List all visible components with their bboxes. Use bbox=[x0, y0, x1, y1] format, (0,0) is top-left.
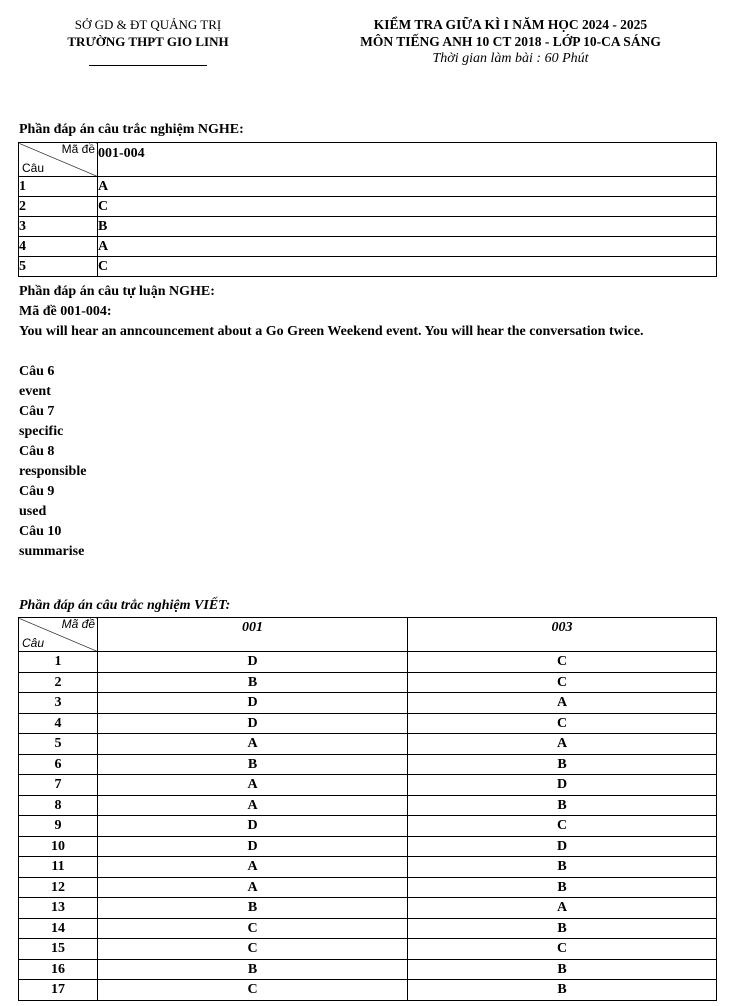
table-row bbox=[19, 939, 717, 960]
answer-cell: A bbox=[98, 237, 717, 257]
answer-cell: D bbox=[98, 693, 408, 714]
answer-cell: C bbox=[408, 652, 717, 673]
answer-cell: B bbox=[98, 672, 408, 693]
essay-answer: summarise bbox=[19, 544, 85, 559]
essay-answer: specific bbox=[19, 424, 64, 439]
essay-question: Câu 8 bbox=[19, 444, 55, 459]
essay-answer: responsible bbox=[19, 464, 87, 479]
question-number: 12 bbox=[19, 877, 98, 898]
essay-code-line: Mã đề 001-004: bbox=[19, 304, 112, 319]
answer-cell: B bbox=[98, 898, 408, 919]
essay-answer: event bbox=[19, 384, 51, 399]
table-row bbox=[19, 237, 717, 257]
listening-answer-table bbox=[18, 142, 717, 277]
essay-question: Câu 6 bbox=[19, 364, 55, 379]
answer-cell: A bbox=[408, 898, 717, 919]
essay-items bbox=[19, 362, 709, 562]
table-row bbox=[19, 217, 717, 237]
answer-cell: A bbox=[98, 795, 408, 816]
answer-cell: D bbox=[98, 713, 408, 734]
answer-cell: D bbox=[408, 775, 717, 796]
exam-code-003: 003 bbox=[408, 618, 717, 652]
answer-cell: D bbox=[98, 652, 408, 673]
answer-cell: C bbox=[98, 918, 408, 939]
question-number: 1 bbox=[19, 177, 98, 197]
answer-cell: C bbox=[98, 939, 408, 960]
answer-cell: C bbox=[408, 672, 717, 693]
table-row bbox=[19, 652, 717, 673]
question-number: 11 bbox=[19, 857, 98, 878]
question-number: 7 bbox=[19, 775, 98, 796]
question-number: 15 bbox=[19, 939, 98, 960]
writing-mc-title: Phần đáp án câu trắc nghiệm VIẾT: bbox=[19, 598, 231, 613]
code-label: Mã đề bbox=[61, 142, 95, 156]
answer-cell: B bbox=[408, 754, 717, 775]
table-row bbox=[19, 754, 717, 775]
exam-time: Thời gian làm bài : 60 Phút bbox=[432, 51, 589, 66]
answer-cell: A bbox=[98, 857, 408, 878]
table-row bbox=[19, 734, 717, 755]
answer-cell: A bbox=[408, 734, 717, 755]
table-row bbox=[19, 257, 717, 277]
table-row bbox=[19, 713, 717, 734]
question-number: 4 bbox=[19, 237, 98, 257]
question-number: 10 bbox=[19, 836, 98, 857]
table-row bbox=[19, 959, 717, 980]
essay-question: Câu 10 bbox=[19, 524, 62, 539]
table-row bbox=[19, 877, 717, 898]
table-row bbox=[19, 775, 717, 796]
header-right bbox=[318, 16, 703, 67]
question-number: 8 bbox=[19, 795, 98, 816]
answer-cell: B bbox=[408, 918, 717, 939]
header-left bbox=[38, 16, 258, 66]
question-number: 13 bbox=[19, 898, 98, 919]
table-row bbox=[19, 177, 717, 197]
question-number: 14 bbox=[19, 918, 98, 939]
answer-cell: C bbox=[98, 980, 408, 1001]
answer-cell: B bbox=[408, 877, 717, 898]
answer-cell: B bbox=[98, 217, 717, 237]
table-header-row bbox=[19, 143, 717, 177]
answer-cell: D bbox=[98, 836, 408, 857]
table-row bbox=[19, 795, 717, 816]
question-number: 1 bbox=[19, 652, 98, 673]
answer-cell: D bbox=[408, 836, 717, 857]
answer-cell: C bbox=[408, 816, 717, 837]
listening-essay-title: Phần đáp án câu tự luận NGHE: bbox=[19, 284, 215, 299]
question-number: 2 bbox=[19, 672, 98, 693]
answer-cell: B bbox=[98, 754, 408, 775]
answer-cell: A bbox=[98, 177, 717, 197]
essay-question: Câu 7 bbox=[19, 404, 55, 419]
listening-essay-section bbox=[19, 282, 709, 562]
diagonal-header-cell bbox=[19, 618, 98, 652]
exam-title: KIỂM TRA GIỮA KÌ I NĂM HỌC 2024 - 2025 bbox=[373, 17, 648, 32]
question-number: 6 bbox=[19, 754, 98, 775]
answer-cell: C bbox=[408, 713, 717, 734]
answer-cell: B bbox=[408, 795, 717, 816]
table-row bbox=[19, 918, 717, 939]
question-label: Câu bbox=[22, 161, 45, 175]
table-row bbox=[19, 898, 717, 919]
table-row bbox=[19, 197, 717, 217]
listening-mc-title: Phần đáp án câu trắc nghiệm NGHE: bbox=[19, 122, 244, 137]
essay-question: Câu 9 bbox=[19, 484, 55, 499]
exam-code: 001-004 bbox=[98, 143, 717, 177]
answer-cell: C bbox=[98, 257, 717, 277]
answer-cell: A bbox=[98, 775, 408, 796]
table-row bbox=[19, 672, 717, 693]
school-name: TRƯỜNG THPT GIO LINH bbox=[67, 34, 229, 49]
exam-code-001: 001 bbox=[98, 618, 408, 652]
table-row bbox=[19, 836, 717, 857]
answer-cell: C bbox=[98, 197, 717, 217]
answer-cell: B bbox=[408, 980, 717, 1001]
question-number: 17 bbox=[19, 980, 98, 1001]
answer-cell: A bbox=[98, 734, 408, 755]
department-name: SỞ GD & ĐT QUẢNG TRỊ bbox=[74, 17, 222, 32]
question-number: 9 bbox=[19, 816, 98, 837]
answer-cell: C bbox=[408, 939, 717, 960]
diagonal-header-cell bbox=[19, 143, 98, 177]
table-row bbox=[19, 816, 717, 837]
question-label: Câu bbox=[22, 636, 45, 650]
table-row bbox=[19, 693, 717, 714]
question-number: 5 bbox=[19, 734, 98, 755]
answer-cell: B bbox=[408, 959, 717, 980]
answer-cell: B bbox=[98, 959, 408, 980]
header-divider bbox=[89, 65, 207, 66]
table-header-row bbox=[19, 618, 717, 652]
question-number: 3 bbox=[19, 217, 98, 237]
question-number: 4 bbox=[19, 713, 98, 734]
question-number: 5 bbox=[19, 257, 98, 277]
answer-cell: B bbox=[408, 857, 717, 878]
table-row bbox=[19, 980, 717, 1001]
question-number: 16 bbox=[19, 959, 98, 980]
exam-subject: MÔN TIẾNG ANH 10 CT 2018 - LỚP 10-CA SÁNG bbox=[360, 34, 661, 49]
answer-cell: A bbox=[98, 877, 408, 898]
essay-instruction: You will hear an anncouncement about a Go Green Weekend event. You will hear the conversation twice. bbox=[19, 324, 644, 339]
code-label: Mã đề bbox=[61, 617, 95, 631]
question-number: 3 bbox=[19, 693, 98, 714]
question-number: 2 bbox=[19, 197, 98, 217]
answer-cell: D bbox=[98, 816, 408, 837]
table-row bbox=[19, 857, 717, 878]
essay-answer: used bbox=[19, 504, 47, 519]
answer-cell: A bbox=[408, 693, 717, 714]
writing-answer-table bbox=[18, 617, 717, 1001]
